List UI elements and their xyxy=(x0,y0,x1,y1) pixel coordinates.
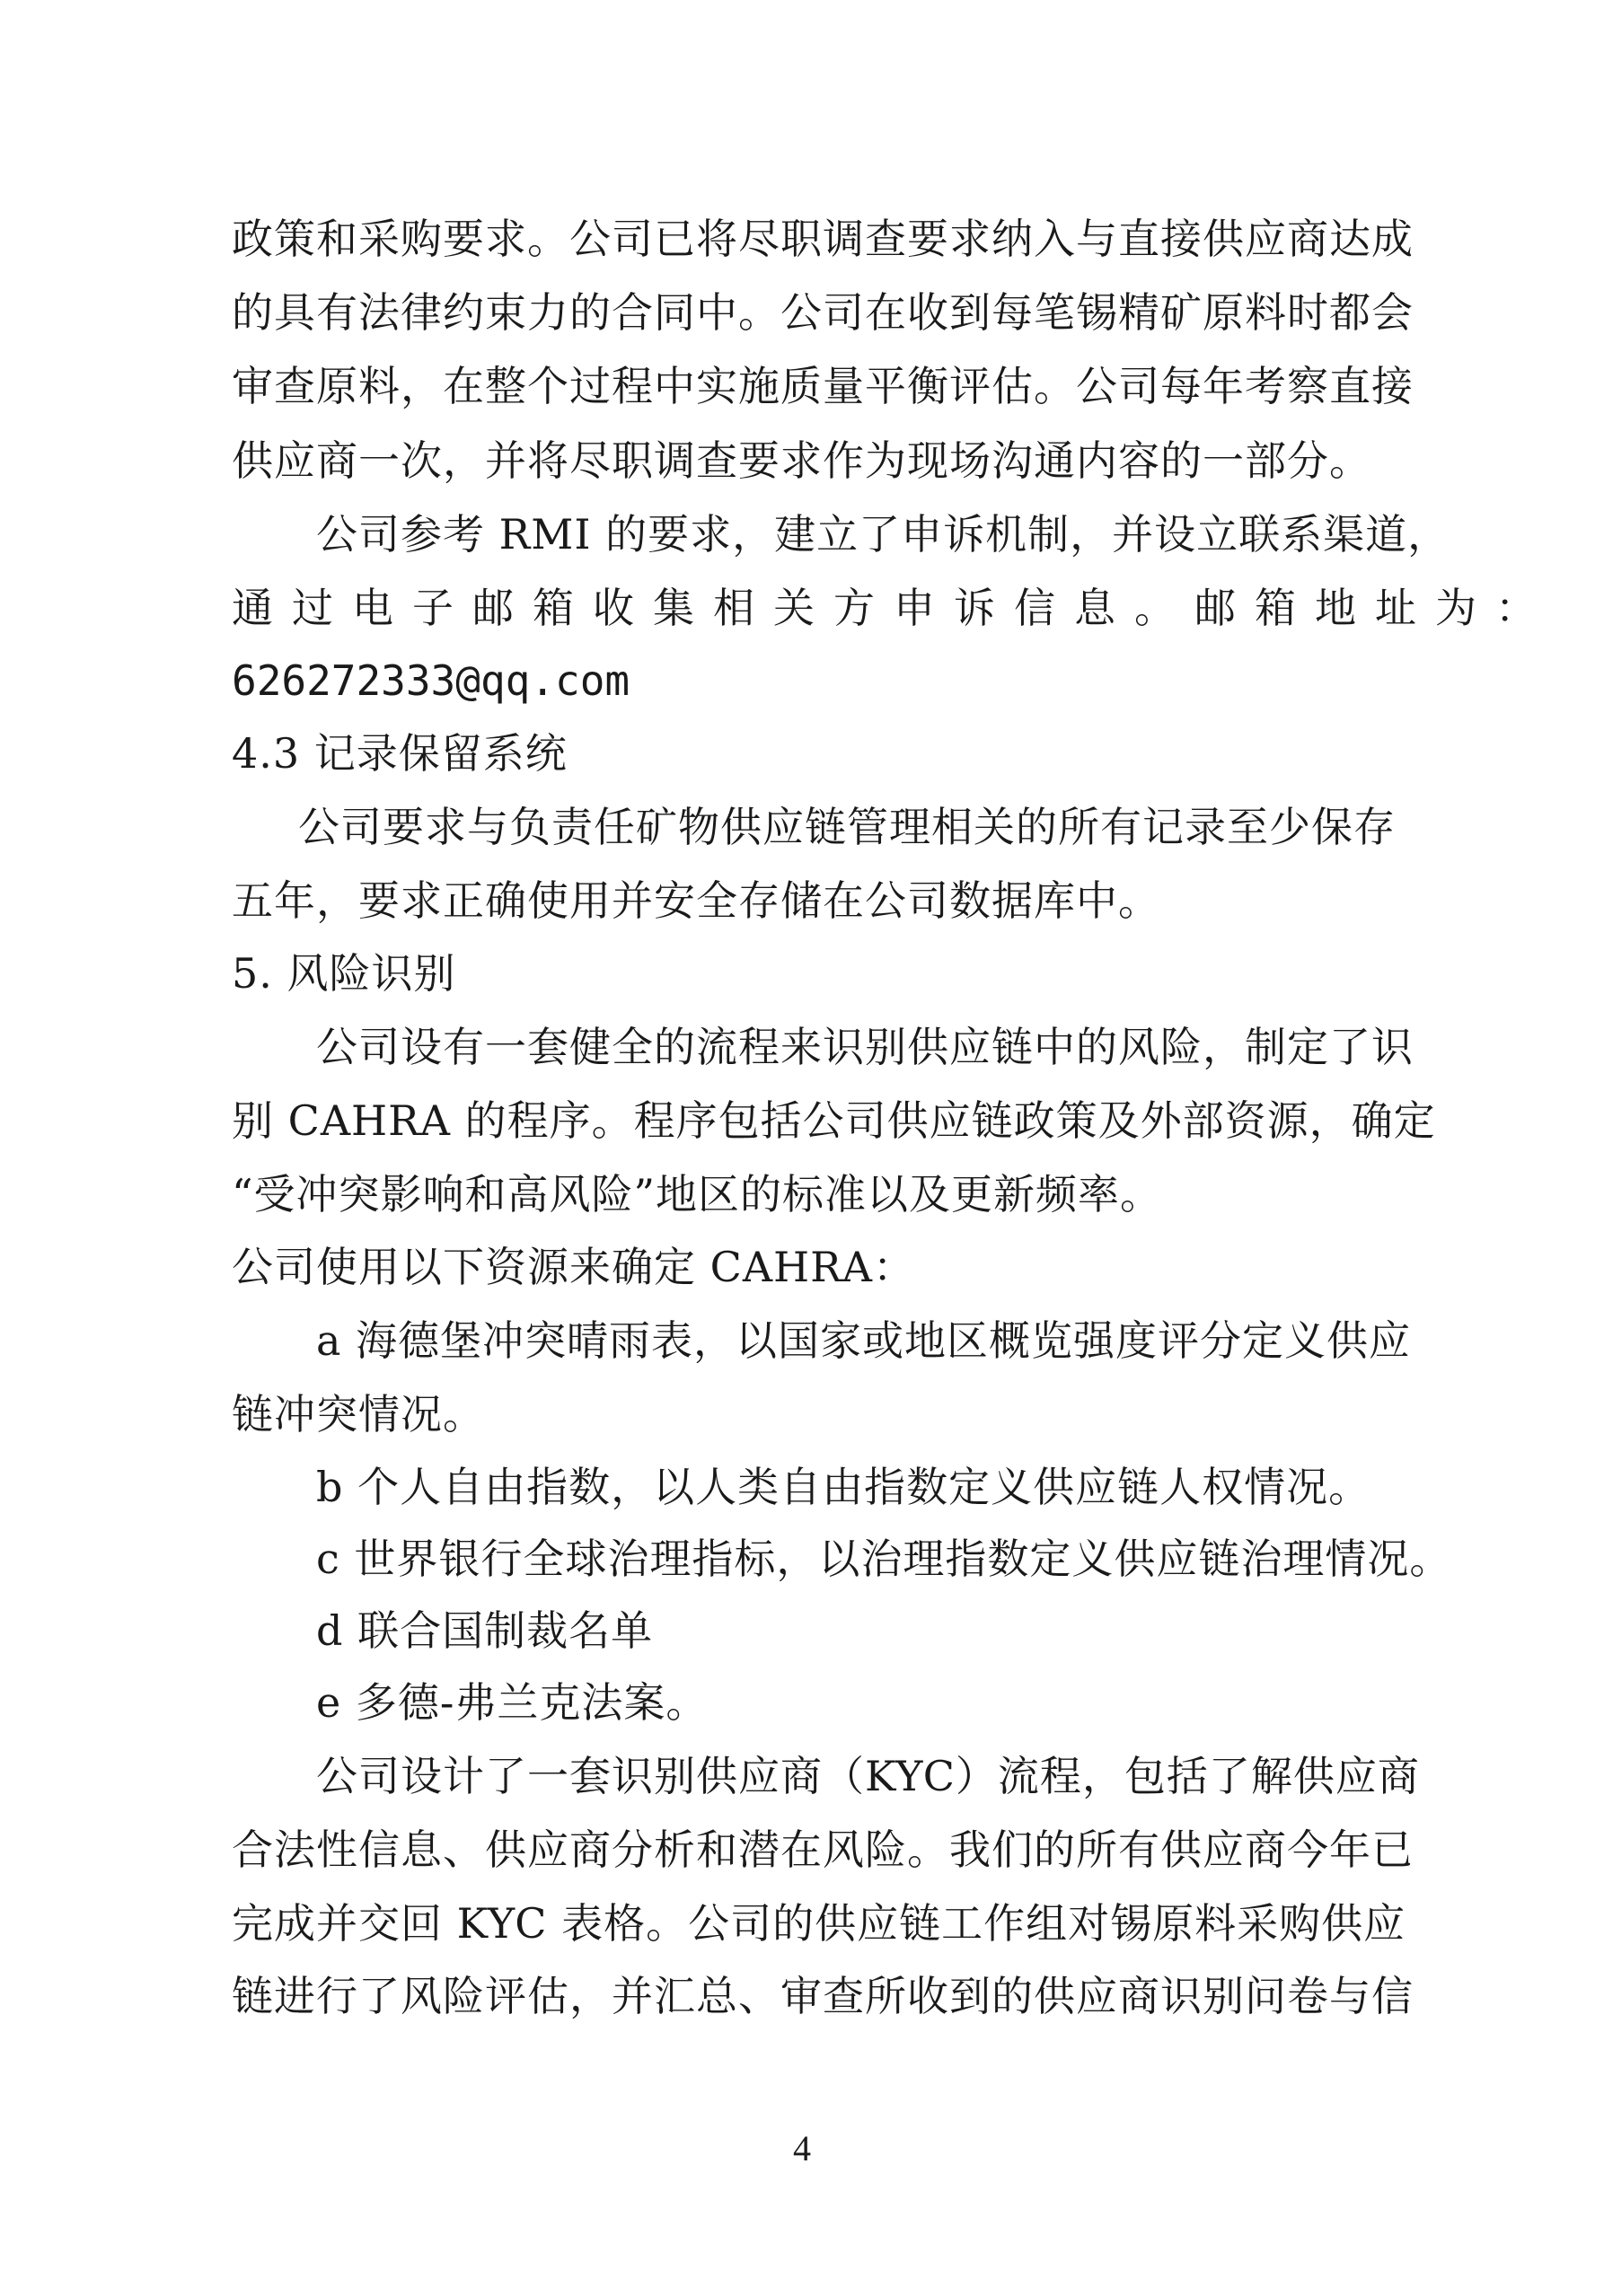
email-address: 626272333@qq.com xyxy=(232,656,630,705)
paragraph-line: 政策和采购要求。公司已将尽职调查要求纳入与直接供应商达成 xyxy=(232,215,1414,263)
paragraph-line: 公司要求与负责任矿物供应链管理相关的所有记录至少保存 xyxy=(298,803,1396,851)
paragraph-line: “受冲突影响和高风险”地区的标准以及更新频率。 xyxy=(232,1170,1163,1218)
list-item-e: e 多德-弗兰克法案。 xyxy=(316,1678,709,1727)
paragraph-line: 合法性信息、供应商分析和潜在风险。我们的所有供应商今年已 xyxy=(232,1825,1414,1874)
list-item-b: b 个人自由指数，以人类自由指数定义供应链人权情况。 xyxy=(316,1463,1371,1511)
paragraph-line: 通过电子邮箱收集相关方申诉信息。邮箱地址为： xyxy=(232,584,1556,632)
paragraph-line: 审查原料，在整个过程中实施质量平衡评估。公司每年考察直接 xyxy=(232,362,1414,410)
paragraph-line: 五年，要求正确使用并安全存储在公司数据库中。 xyxy=(232,876,1160,925)
list-item-d: d 联合国制裁名单 xyxy=(316,1606,654,1655)
list-item-c: c 世界银行全球治理指标，以治理指数定义供应链治理情况。 xyxy=(316,1535,1452,1583)
paragraph-line: 完成并交回 KYC 表格。公司的供应链工作组对锡原料采购供应 xyxy=(232,1899,1406,1948)
list-item-a-continued: 链冲突情况。 xyxy=(232,1390,485,1438)
section-heading-4-3: 4.3 记录保留系统 xyxy=(232,729,568,778)
paragraph-line: 公司设有一套健全的流程来识别供应链中的风险，制定了识 xyxy=(316,1023,1414,1071)
paragraph-line: 别 CAHRA 的程序。程序包括公司供应链政策及外部资源，确定 xyxy=(232,1096,1436,1145)
paragraph-line: 的具有法律约束力的合同中。公司在收到每笔锡精矿原料时都会 xyxy=(232,288,1414,337)
paragraph-line: 链进行了风险评估，并汇总、审查所收到的供应商识别问卷与信 xyxy=(232,1972,1414,2020)
section-heading-5: 5. 风险识别 xyxy=(232,949,456,998)
paragraph-line: 公司设计了一套识别供应商（KYC）流程，包括了解供应商 xyxy=(316,1752,1420,1800)
paragraph-line: 供应商一次，并将尽职调查要求作为现场沟通内容的一部分。 xyxy=(232,436,1371,485)
paragraph-line: 公司使用以下资源来确定 CAHRA： xyxy=(232,1243,916,1291)
list-item-a: a 海德堡冲突晴雨表，以国家或地区概览强度评分定义供应 xyxy=(316,1316,1412,1365)
page-number: 4 xyxy=(793,2128,811,2168)
paragraph-line: 公司参考 RMI 的要求，建立了申诉机制，并设立联系渠道， xyxy=(316,510,1450,559)
